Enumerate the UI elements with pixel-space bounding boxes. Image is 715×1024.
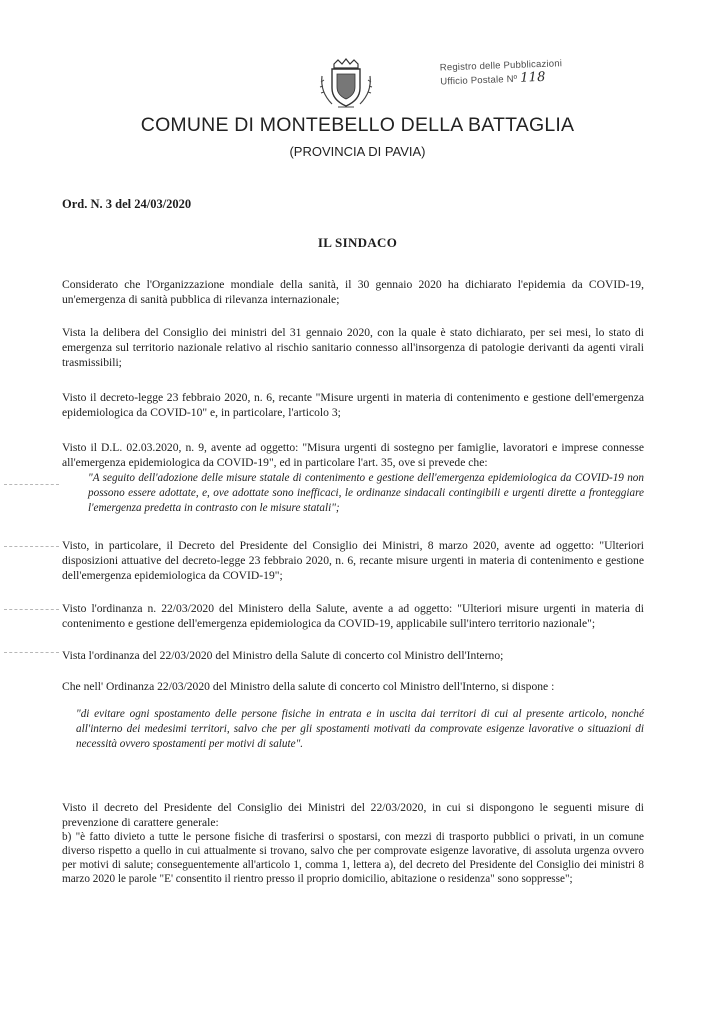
paragraph-decreto-legge: Visto il decreto-legge 23 febbraio 2020, n. 6, recante "Misure urgenti in materia di contenimento e gestione dell'emergenza epidemiologica da COVID-10" e, in particolare, l'articolo 3; [62,391,644,420]
margin-scan-mark [4,484,59,486]
registry-stamp [440,55,641,89]
paragraph-lettera-b: b) "è fatto divieto a tutte le persone fisiche di trasferirsi o spostarsi, con mezzi di trasporto pubblici o privati, in un comune diverso rispetto a quello in cui attualmente si trovano, salvo che per comprovate esigenze lavorative, di assoluta urgenza ovvero per motivi di salute; conseguentemente all'articolo 1, comma 1, lettera a), del decreto del Presidente del Consiglio dei ministri 8 marzo 2020 le parole "E' consentito il rientro presso il proprio domicilio, abitazione o residenza" sono soppresse"; [62,831,644,885]
paragraph-che-dispone: Che nell' Ordinanza 22/03/2020 del Ministro della salute di concerto col Ministro dell'Interno, si dispone : [62,680,555,693]
paragraph-dl-9: Visto il D.L. 02.03.2020, n. 9, avente ad oggetto: "Misura urgenti di sostegno per famiglie, lavoratori e imprese connesse all'emergenza epidemiologica da COVID-19", ed in particolare l'art. 35, ove si prevede che: [62,441,644,470]
margin-scan-mark [4,652,59,654]
paragraph-ordinanza-interno: Vista l'ordinanza del 22/03/2020 del Ministro della Salute di concerto col Ministro dell'Interno; [62,649,504,662]
province-name: (PROVINCIA DI PAVIA) [289,144,426,159]
document-title: IL SINDACO [317,235,398,250]
ordinance-number: Ord. N. 3 del 24/03/2020 [62,197,192,211]
paragraph-oms: Considerato che l'Organizzazione mondiale della sanità, il 30 gennaio 2020 ha dichiarato l'epidemia da COVID-19, un'emergenza di sanità pubblica di rilevanza internazionale; [62,278,644,307]
stamp-number: 118 [519,69,546,86]
paragraph-ordinanza-salute: Visto l'ordinanza n. 22/03/2020 del Ministero della Salute, avente a ad oggetto: "Ulteriori misure urgenti in materia di contenimento e gestione dell'emergenza epidemiologica da COVID-19, applicabile sull'intero territorio nazionale"; [62,602,644,631]
municipal-crest-icon [316,58,376,110]
paragraph-dpcm-8-marzo: Visto, in particolare, il Decreto del Presidente del Consiglio dei Ministri, 8 marzo 2020, avente ad oggetto: "Ulteriori disposizioni attuative del decreto-legge 23 febbraio 2020, n. 6, recante misure urgenti in materia di contenimento e gestione dell'emergenza epidemiologica da COVID-19"; [62,539,644,583]
stamp-line-2: Ufficio Postale Nº [440,73,518,88]
paragraph-delibera: Vista la delibera del Consiglio dei ministri del 31 gennaio 2020, con la quale è stato dichiarato, per sei mesi, lo stato di emergenza sul territorio nazionale relativo al rischio sanitario connesso all'insorgenza di patologie derivanti da agenti virali trasmissibili; [62,326,644,370]
paragraph-art35-quote: "A seguito dell'adozione delle misure statale di contenimento e gestione dell'emergenza epidemiologica da COVID-19 non possono essere adottate, e, ove adottate sono inefficaci, le ordinanze sindacali contingibili e urgenti dirette a fronteggiare l'emergenza predetta in contrasto con le misure statali"; [88,472,644,515]
paragraph-dpcm-22-marzo: Visto il decreto del Presidente del Consiglio dei Ministri del 22/03/2020, in cui si dispongono le seguenti misure di prevenzione di carattere generale: [62,801,644,830]
paragraph-spostamenti-quote: "di evitare ogni spostamento delle persone fisiche in entrata e in uscita dai territori di cui al presente articolo, nonché all'interno dei medesimi territori, salvo che per gli spostamenti motivati da comprovate esigenze lavorative o situazioni di necessità ovvero spostamenti per motivi di salute". [76,708,644,751]
municipality-name: COMUNE DI MONTEBELLO DELLA BATTAGLIA [140,114,575,136]
stamp-line-1: Registro delle Pubblicazioni [439,58,563,74]
margin-scan-mark [4,609,59,611]
margin-scan-mark [4,546,59,548]
